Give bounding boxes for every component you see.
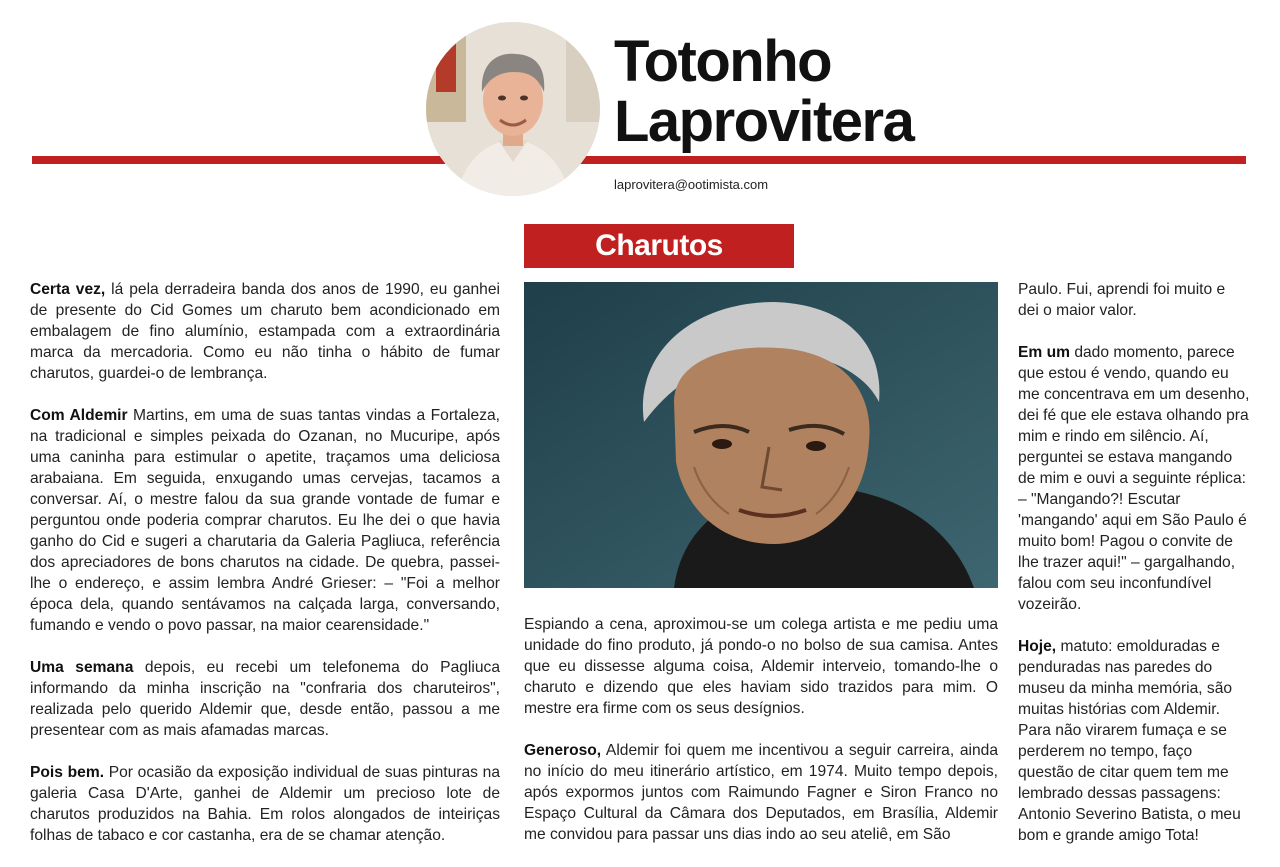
article-photo	[524, 282, 998, 588]
paragraph-text: Martins, em uma de suas tantas vindas a Fortaleza, na tradicional e simples peixada do Ozanan, no Mucuripe, após uma caninha para estimular o apetite, traçamos uma deliciosa arabaiana. Em seguida, enxugando umas cervejas, tacamos a conversar. Aí, o mestre falou da sua grande vontade de fumar e perguntou onde poderia comprar charutos. Eu lhe dei o que havia ganho do Cid e sugeri a charutaria da Galeria Pagliuca, referência dos apreciadores de bons charutos na cidade. De quebra, passei-lhe o endereço, e assim lembra André Grieser: – "Foi a melhor época dela, quando sentávamos na calçada larga, conversando, fumando e vendo o povo passar, na maior cearensidade."	[30, 407, 500, 634]
author-first-name: Totonho	[614, 29, 832, 94]
paragraph-text: dado momento, parece que estou é vendo, quando eu me concentrava em um desenho, dei fé que ele estava olhando pra mim e rindo em silêncio. Aí, perguntei se estava mangando de mim e ouvi a seguinte réplica: – "Mangando?! Escutar 'mangando' aqui em São Paulo é muito bom! Pagou o convite de lhe trazer aqui!" – gargalhando, falou com seu inconfundível vozeirão.	[1018, 344, 1250, 613]
author-avatar	[426, 22, 600, 196]
author-email[interactable]: laprovitera@ootimista.com	[614, 177, 769, 192]
author-name	[614, 29, 1214, 154]
header-rule	[32, 156, 1246, 164]
paragraph-lead: Generoso,	[524, 742, 602, 759]
paragraph-lead: Certa vez,	[30, 281, 106, 298]
paragraph	[30, 405, 500, 636]
paragraph-text: depois, eu recebi um telefonema do Pagliuca informando da minha inscrição na "confraria dos charuteiros", realizada pelo querido Aldemir que, desde então, passou a me presentear com as mais afamadas marcas.	[30, 659, 500, 739]
article-column-1	[30, 279, 500, 867]
paragraph	[30, 279, 500, 384]
paragraph-text: lá pela derradeira banda dos anos de 1990, eu ganhei de presente do Cid Gomes um charuto bem acondicionado em embalagem de fino alumínio, estampada com a extraordinária marca da mercadoria. Como eu não tinha o hábito de fumar charutos, guardei-o de lembrança.	[30, 281, 500, 382]
paragraph-lead: Em um	[1018, 344, 1070, 361]
paragraph-text: Aldemir foi quem me incentivou a seguir carreira, ainda no início do meu itinerário artístico, em 1974. Muito tempo depois, após expormos juntos com Raimundo Fagner e Siron Franco no Espaço Cultural da Câmara dos Deputados, em Brasília, Aldemir me convidou para passar uns dias indo ao seu ateliê, em São	[524, 742, 998, 843]
paragraph-lead: Pois bem.	[30, 764, 105, 781]
paragraph-text: Espiando a cena, aproximou-se um colega artista e me pediu uma unidade do fino produto, já pondo-o no bolso de sua camisa. Antes que eu dissesse alguma coisa, Aldemir interveio, tomando-lhe o charuto e dizendo que eles haviam sido trazidos para mim. O mestre era firme com os seus desígnios.	[524, 616, 998, 717]
paragraph	[1018, 636, 1250, 846]
paragraph-text: matuto: emolduradas e penduradas nas paredes do museu da minha memória, são muitas histórias com Aldemir. Para não virarem fumaça e se perderem no tempo, faço questão de citar quem tem me lembrado dessas passagens: Antonio Severino Batista, o meu bom e grande amigo Tota!	[1018, 638, 1241, 844]
paragraph	[1018, 279, 1250, 321]
author-last-name: Laprovitera	[614, 89, 914, 154]
article-column-3	[1018, 279, 1250, 867]
article-title: Charutos	[595, 229, 723, 262]
paragraph-lead: Uma semana	[30, 659, 134, 676]
paragraph-text: Paulo. Fui, aprendi foi muito e dei o maior valor.	[1018, 281, 1226, 319]
article-column-2	[524, 614, 998, 866]
paragraph	[30, 657, 500, 741]
paragraph	[524, 740, 998, 845]
paragraph-text: Por ocasião da exposição individual de suas pinturas na galeria Casa D'Arte, ganhei de Aldemir um precioso lote de charutos produzidos na Bahia. Em rolos alongados de inteiriças folhas de tabaco e cor castanha, era de se chamar atenção.	[30, 764, 500, 844]
paragraph-lead: Com Aldemir	[30, 407, 128, 424]
author-portrait-icon	[426, 22, 600, 196]
paragraph	[524, 614, 998, 719]
article-title-box	[524, 224, 794, 268]
portrait-illustration-icon	[524, 282, 998, 588]
paragraph	[1018, 342, 1250, 615]
paragraph-lead: Hoje,	[1018, 638, 1057, 655]
paragraph	[30, 762, 500, 846]
